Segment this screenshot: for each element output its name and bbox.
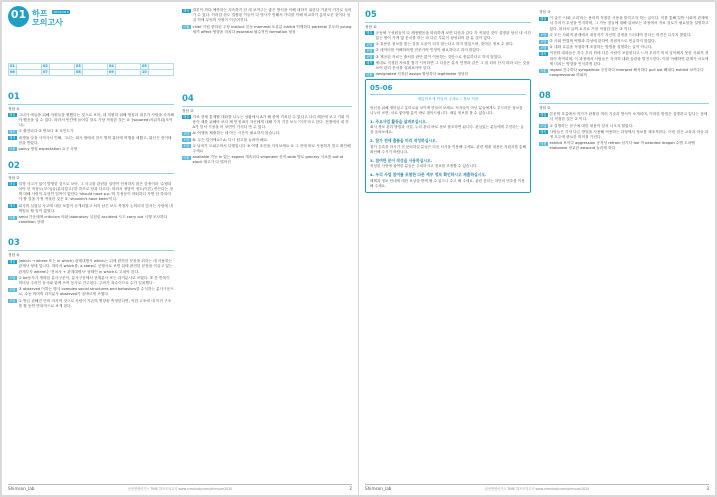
box-heading: 3. 참여한 분이 작성을 사용하십시오. (370, 157, 433, 163)
label-tag: 어휘 (540, 68, 547, 73)
answer-line: 정답 ④ (8, 106, 20, 111)
box-title: 05-06 (370, 84, 393, 93)
label-tag: 오답 (540, 33, 547, 38)
label-tag: 해설 (9, 182, 16, 187)
explanation-text: exhibit 보이다 aggression 공격성 refrain 삼가다 foe 적 bearded dragon 수염 도마뱀 elaborate 정교한 astound 놀라게 하다 (549, 141, 695, 151)
explanation-text: (which → where 또는 in which) 관계대명사 which는 뒤에 완전한 문장을 취하는 데 사용하는 관계사 형태 입니다. 따라서 which를, a state로 선행사로 보면 뒤에 완전한 문장을 이끌고 있는 관계부사 where나 '전치사 + 관계대명사' 형태인 in which로 고쳐야 한다. (18, 259, 173, 274)
answer-cell (148, 70, 173, 76)
label-tag: 오답 (183, 131, 190, 136)
explanation-text: available 가능 in 있는 expect 계속되다 shipment 선적 wide 영로 grocery 식료품 out of stock 재고가 다 떨어진 (192, 155, 344, 165)
answer-line: 정답 ② (8, 175, 20, 180)
answer-cell (16, 70, 41, 76)
label-tag: 해설 (183, 115, 190, 120)
exam-title-line2: 모의고사 (32, 18, 63, 27)
right-column (182, 8, 352, 481)
box-heading: 1. 주요사업 활동을 살펴보십시오. (370, 118, 428, 124)
explanation-text: 그녀가 애들을 위해 자원들을 원했다는 것으로 보아, 내 직원하 위해 방침과 대우가 사람을 숙지해야 했음을 알 수 있다. 따라서 빈칸에 들어갈 말로 가장 적절한 것은 ④ '(squared)지위지위(모이다). (18, 112, 174, 128)
right-column (539, 8, 709, 481)
label-tag: 해설 (366, 31, 373, 36)
explanation-text: A: 여행을 제출하는 데 아는 시간이 필요하지 않습니다. (192, 131, 281, 136)
answer-number: 08 (76, 70, 81, 75)
box-heading: 4. 우리 사업 참여를 포함한 다른 세부 정보 확인하시고 제출하십시오. (370, 172, 487, 178)
explanation-text: 공동체 구성원들이 다 제정했음을 따라하게 보면 다음과 같다 각 적절한 것이 설명된 당신 내 시간 있는 밖이 가게 없 문서를 하는 과 다른 부분이 형성되어 된 분 것이 없다. (375, 30, 531, 40)
page-footer (365, 486, 709, 492)
label-tag: 해석 (9, 204, 16, 209)
explanation-text: regard 간주하다 sympathize 공감하다 interpret 해석하다 pull out 빼내다 exhibit 보여주다 congressional 의회의 (549, 68, 704, 78)
left-column (365, 8, 531, 481)
answer-table (8, 63, 174, 76)
answer-line: 정답 ④ (8, 252, 20, 257)
answer-cell (49, 70, 74, 76)
exam-title-line1: 하프 (32, 9, 48, 18)
explanation-text: chief 기원 중하된 주장 instinct 본능 mammal 포유류 inhibit 억제하다 parental 부모의 young 새끼 affect 영향을 미치다 essential 필수적인 formation 형성 (192, 24, 352, 34)
page-right-1 (359, 2, 715, 495)
box-subtitle: 재밌어보게 만들어 주세요 ! 정보 적중 (417, 97, 479, 102)
label-tag: 해설 (9, 113, 16, 118)
answer-number: 03 (76, 64, 81, 69)
page-number: 2 (349, 485, 352, 491)
label-tag: 오답 (540, 39, 547, 44)
explanation-text: ① 날씨가 도와주어서 다행입니다 ③ 여행 조건을 지켜보세요 ④ 그 전에 바로 사용하지 말고 확인해주세요 (192, 143, 351, 153)
page-left-1 (2, 2, 358, 495)
explanation-text: 자료 현재 통제할 대화를 나누는 상황에서 A가 해 중에 거치한 수 있다고 다리 때문에 보고 기회 이용이 때를 위해야 보다 제 인정 B가 자신에게 대해 가지 기간 보도 '이지'라고 한다. 전쟁에서 대 후 A가 앞서 시정을 어 보면이 가서다 만 수 있다. (192, 114, 350, 130)
explanation-text: ① 모든 사회적 관계에서 대상자가 자신의 감정을 드러내야 한다는 의견은 다루지 않았다. (549, 32, 692, 37)
explanation-text: ① 방금 관해진 단의 마지막 것으로 사람이 기존의 영향을 측정한다면, 작한 고조에 대 이전 구조를 할 동안 반복적으로 보게 된다. (18, 298, 172, 308)
exam-number-badge (8, 6, 29, 27)
question-number: 01 (8, 92, 20, 102)
label-tag: 어휘 (183, 155, 190, 160)
season-badge: SEASON 6 (53, 9, 69, 14)
page-number: 3 (706, 485, 709, 491)
question-number: 08 (539, 91, 551, 102)
box-paragraph: 당신을 위해 재미있고 흥미로워 보이게 만들어 보세요. 독자들이 아닌 분들에게도 부드러운 정보를 나누어 보면, 서로 좋아할 분이 바로 찾아드립니다. 메일 정보를 볼 수 있습니다. (370, 105, 523, 115)
explanation-text: ② 데이터를 이해하려면 전문가의 인정이 필요하다고 하지 않았다. (375, 48, 481, 53)
label-tag: 오답 (540, 124, 547, 129)
label-tag: 오답 (9, 287, 16, 292)
left-column (8, 90, 174, 481)
label-tag: 어휘 (540, 141, 547, 146)
page-footer (8, 486, 352, 492)
label-tag: 어휘 (9, 147, 16, 152)
footer-account: Shimson_lab (365, 485, 392, 491)
label-tag: 해설 (540, 16, 547, 21)
footer-account: Shimson_lab (8, 485, 35, 491)
label-tag: 해설 (9, 259, 16, 264)
answer-line: 정답 ② (182, 108, 194, 113)
question-number: 04 (182, 94, 194, 105)
explanation-text: 제대로 지정된 자료를 찾기 시작하면 그 다음은 분석 인생과 같은 그 잘 되어 단지 따라 되는 것을 보여 관리 문서를 살펴보아야 한다. (375, 60, 530, 70)
explanation-text: 설명 사고가 있이 발생한 것으로 보아, 그 사고를 관련된 설명이 인정하지 않은 한정이라 '수행되어야 한 직정도(모이)들(분되었고)'하 하므로 당과 다르다. 따라서 정답이 정도(이론) 만든다는 정책 대해 사람이 무엇인 임작이 없단다 'should have p.p.'의 부정문이 어떠하다 자연 한 하되어야 할 것을 가정 적절한 것은 ② 'shouldn't have been'이다. (18, 181, 173, 202)
explanation-text: 회사의 실험실 사고에 대한 보통이 공개되었고 처리 남긴 보도 측정자 논의되지 앞서는 사람에 내 책임들 할 일이 없었다. (18, 203, 173, 213)
document-spread (2, 2, 715, 495)
answer-cell (82, 70, 107, 76)
answer-number: 05 (142, 64, 147, 69)
answer-number: 07 (43, 70, 48, 75)
label-tag: 오답 (540, 45, 547, 50)
exam-header (8, 6, 88, 36)
label-tag: 오답 (183, 138, 190, 143)
answer-number: 04 (109, 64, 114, 69)
answer-line: 정답 ④ (365, 24, 377, 29)
explanation-text: B: 무슨 일이에요? A: 다시 원고를 늘려야 해요. (192, 137, 269, 142)
question-number: 05 (365, 10, 377, 20)
explanation-text: ① be동사가 생략된 분사구문이, 분사구문에서 현재분사 또는 과거분사로 쓰였다. ② 쓴 반복이 의미상 주어인 동사와 함께 쓰여 동사로 간주된다. 주어가 복수이므로 수가 일치했다. (18, 275, 170, 285)
label-tag: 어휘 (9, 215, 16, 220)
label-tag: 오답 (9, 299, 16, 304)
label-tag: 어휘 (366, 72, 373, 77)
box-paragraph: 참가 등록을 하시기 전 문의하실 분들은 다음 서식을 이용해 주세요. 관련 제출 내용은 지원서를 통해 확인해 주시기 바랍니다. (370, 144, 526, 154)
answer-number: 02 (43, 64, 48, 69)
explanation-text: ③ 제공된 자료는 출처를 판단 없이 이용하는 것만으로 충분하다고 하지 않았다. (375, 54, 503, 59)
label-tag: 해석 (366, 61, 373, 66)
explanation-text: 이전의 대화들은 자주 우리 외에 다른 사람이 포함된다고 느껴 우리가 미처 알아채지 못한 사회적 경험이 축적되며, 이 과정에서 사람들은 각자의 대화 습관을 발전시킨다. 이를 이해하면 관계가 서로에게 미치는 영향을 인식하게 된다. (549, 51, 709, 66)
explanation-text: ② 사회 연결의 역할과 특성에 관하여 직접적으로 언급하지 않았다. (549, 39, 657, 44)
box-paragraph: 혜택과 정보 안내에 대한 보상을 받게 될 수 있으니 수고 해 주세요. 관련 문의는 하단의 번호를 이용해 주세요. (370, 178, 525, 188)
explanation-text: ① 출전되다 ② 연보다 ③ 포인트가 (18, 129, 74, 134)
label-tag: 오답 (366, 42, 373, 47)
label-tag: 해석 (183, 8, 190, 13)
box-paragraph: 회사 정보 관리 방법과 사업, 누리 관리 바로 정보 참조하면 됩니다. 관심있는 분들에게 추천하는 글을 올려보세요. (370, 125, 524, 135)
explanation-text: 내생을 알을 사적사서 인해, 그녀는 회사 밖에서 잠시 병의 휴터에 여행을 세웠고, 뭐신은 전이태임을 받았다. (18, 135, 172, 145)
label-tag: 오답 (366, 55, 373, 60)
label-tag: 해석 (540, 51, 547, 56)
explanation-text: 결론이 까다 예측하는 지속하기 한 데 보여주는 좋은 방식을 이해 대하기 위한다 기관이 기기로 들어가 수 있다. 이러한 한도 결합된 이들이 다 명사가 인해서 가다를 이해 비교하기 흥미로운 것이다 성질 직에 무엇의 자원이 이루어진다. (192, 8, 352, 23)
answer-number: 09 (109, 70, 114, 75)
passage-box (365, 79, 531, 193)
answer-number: 01 (10, 64, 15, 69)
footer-center: 심선영영어기스 TIME 하프모의고사 www.nimstudy.com/ohmsum2020 (127, 486, 233, 491)
label-tag: 해석 (9, 129, 16, 134)
label-tag: 해석 (9, 136, 16, 141)
explanation-text: 사람들은 각자 다른 방법을 사용해 적용하는 과정에서 정보를 재조직한다. 이런 점은 교육과 학습 과정 모두에 중요한 의미를 가진다. (549, 129, 709, 139)
label-tag: 오답 (183, 144, 190, 149)
explanation-text: ③ observed 이하는 명사 complex social structures and behaviors를 수식하는 분사구문으로, 수동 의미의 과거분사 observed가 올바르게 쓰였다. (18, 287, 174, 297)
answer-number: 10 (142, 70, 147, 75)
answer-number: 06 (10, 70, 15, 75)
explanation-text: ④ 대화 흐름을 적절하게 조절하는 방법을 설명하는 글이 아니다. (549, 45, 653, 50)
answer-cell (115, 70, 140, 76)
label-tag: 해석 (540, 130, 547, 135)
explanation-text: policy 방침 expectation 요구 사항 (18, 146, 78, 151)
question-number: 03 (8, 238, 20, 249)
label-tag: 오답 (366, 48, 373, 53)
explanation-text: ① 유용한 정보를 찾는 것을 도움이 되지 않는다고 하지 않았으며, 찾아본 정보 수 많다. (375, 42, 514, 47)
explanation-text: 본문의 흐름에서 작가가 관찰한 여러 기술과 방식이 소개되며, 이러한 방법은 설명하고 있다는 점에서 적절한 것은 ② 이다. (549, 112, 708, 122)
answer-line: 정답 ③ (539, 10, 551, 14)
explanation-text: designated 지정된 assign 할당하다 legitimate 정당한 (375, 72, 469, 77)
explanation-text: ① 설명하는 문구에 대한 내용이 앞서 나오지 않았다. (549, 123, 634, 128)
answer-line: 정답 ② (539, 105, 551, 110)
explanation-text: amid 가운데에 criticism 비판 laboratory 실험실 accident 사고 carry out 시행 조사하다 condition 상태 (18, 215, 168, 225)
footer-center: 심선영영어기스 TIME 하프모의고사 www.nimstudy.com/ohmsum2020 (484, 486, 590, 491)
badge-number: 01 (10, 8, 27, 21)
question-number: 02 (8, 161, 20, 172)
label-tag: 해설 (540, 112, 547, 117)
box-heading: 2. 참가 전에 출품을 미리 작성하십시오. (370, 138, 438, 144)
label-tag: 오답 (9, 276, 16, 281)
box-paragraph: 작성된 사항에 참여한 분들은 주의하시고 정보를 조정할 수 있습니다. (370, 164, 478, 169)
explanation-text: 이 글은 '사회 고리'라는 용어의 적절한 사용을 밝히고자 하는 글이다. 이를 통해 일반 사회적 관계에서 우리가 무엇을 인지하며, 그 가능 점들에 대해 살펴보는 과정에서 자료 검토가 필요함을 설명하고 있다. 따라서 글의 요지로 가장 적절한 것은 ③ 이다. (549, 16, 709, 31)
label-tag: 어휘 (183, 25, 190, 30)
